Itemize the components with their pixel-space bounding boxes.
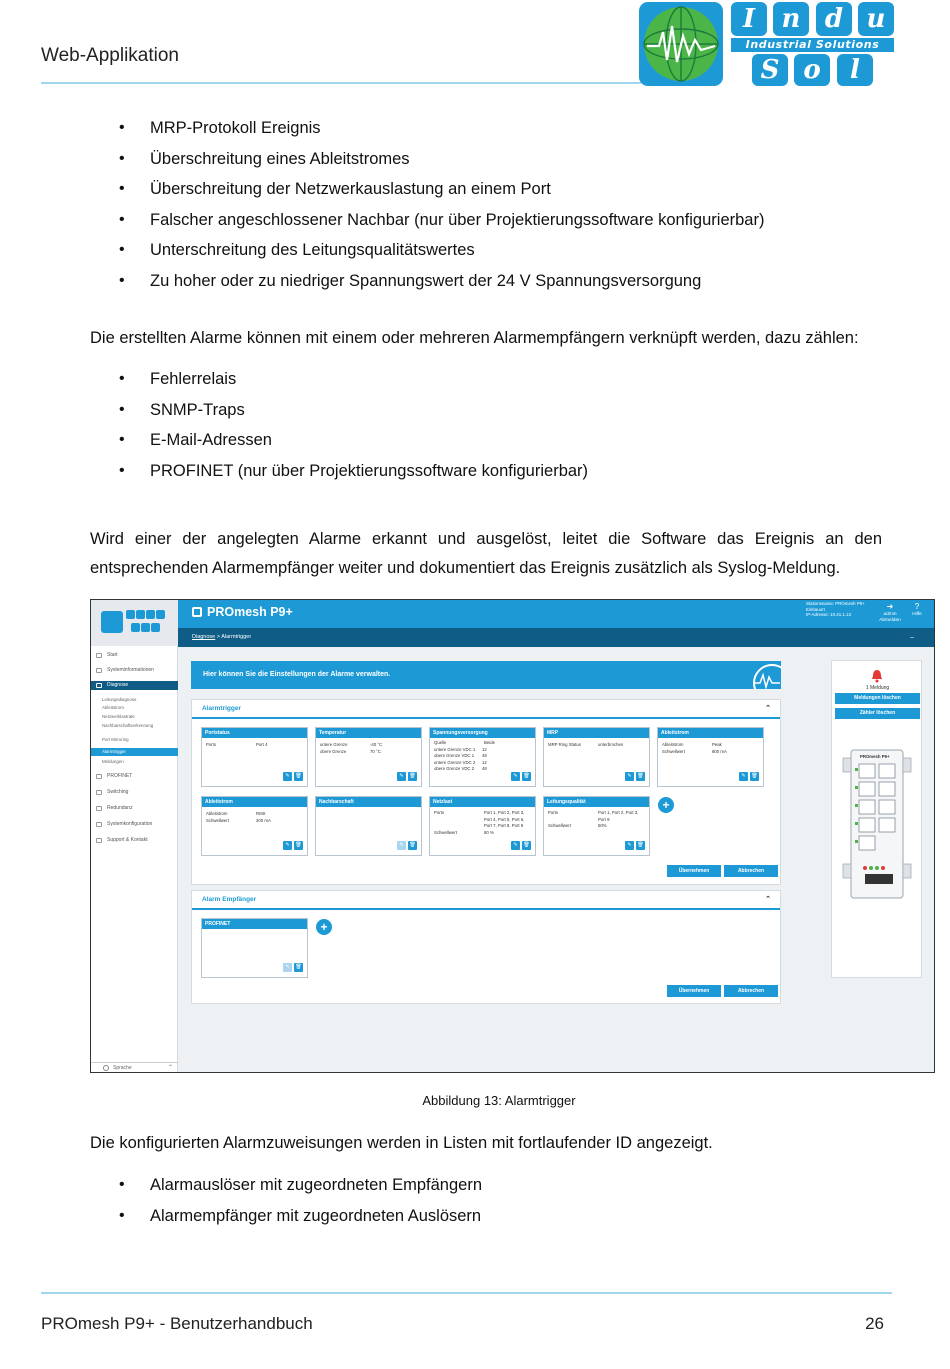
delete-button[interactable]: 🗑 — [295, 842, 302, 848]
edit-button[interactable]: ✎ — [625, 841, 634, 850]
trigger-card-ableitstrom-rms: Ableitstrom Ableitstrom RMS Schwellwert 200 mA ✎ 🗑 — [201, 796, 308, 856]
sidebar-item-alarmtrigger[interactable]: Alarmtrigger — [91, 748, 178, 756]
panel-header[interactable]: Alarmtrigger ⌃ — [192, 700, 780, 719]
assignment-list — [90, 1170, 482, 1231]
page-number: 26 — [865, 1314, 884, 1333]
alarmtrigger-screenshot — [90, 599, 935, 1073]
delete-button[interactable]: 🗑 — [295, 964, 302, 970]
info-icon — [96, 668, 102, 673]
globe-icon — [103, 1065, 109, 1071]
gear-icon — [96, 822, 102, 827]
list-item: • Fehlerrelais — [90, 364, 588, 395]
list-item: • Zu hoher oder zu niedriger Spannungswert der 24 V Spannungsversorgung — [90, 266, 764, 297]
list-item: • Überschreitung eines Ableitstromes — [90, 144, 764, 175]
trigger-card-netzlast: Netzlast Ports Port 1, Port 2, Port 3, Port 4, Port 5, Port 6, Port 7, Port 8, Port 9 Schwellwert 80 % ✎ 🗑 — [429, 796, 536, 856]
alarm-trigger-list — [90, 113, 764, 296]
footer-manual-title: PROmesh P9+ - Benutzerhandbuch — [41, 1314, 313, 1333]
delete-button[interactable]: 🗑 — [409, 773, 416, 779]
reset-counters-button[interactable]: Zähler löschen — [835, 708, 920, 719]
delete-button[interactable]: 🗑 — [523, 842, 530, 848]
logout-button[interactable]: ➜ admin Abmelden — [879, 602, 901, 623]
list-item: • PROFINET (nur über Projektierungssoftware konfigurierbar) — [90, 456, 588, 487]
list-item: • Alarmauslöser mit zugeordneten Empfängern — [90, 1170, 482, 1201]
trigger-card-ableitstrom-peak: Ableitstrom Ableitstrom Peak Schwellwert 800 mA ✎ 🗑 — [657, 727, 764, 787]
receiver-card-profinet: PROFINET ✎ 🗑 — [201, 918, 308, 978]
apply-button[interactable]: Übernehmen — [667, 865, 721, 877]
chevron-up-icon[interactable]: ⌃ — [765, 896, 771, 903]
edit-button[interactable]: ✎ — [397, 772, 406, 781]
sidebar-item-systeminformationen[interactable]: Systeminformationen — [91, 666, 178, 675]
edit-button[interactable]: ✎ — [739, 772, 748, 781]
logo-tagline: Industrial Solutions — [731, 38, 894, 52]
app-logo — [91, 600, 178, 646]
add-receiver-button[interactable]: + — [316, 919, 332, 935]
logo-letter: o — [794, 54, 830, 86]
sidebar-item-start[interactable]: Start — [91, 651, 178, 660]
sidebar-item-switching[interactable]: Switching — [91, 788, 178, 797]
logo-wordmark — [731, 2, 894, 86]
breadcrumb-diagnose[interactable]: Diagnose — [192, 634, 216, 640]
cancel-button[interactable]: Abbrechen — [724, 865, 778, 877]
delete-button[interactable]: 🗑 — [751, 773, 758, 779]
chevron-up-icon[interactable]: ⌃ — [765, 705, 771, 712]
app-logo-wordmark — [126, 610, 166, 634]
chart-icon — [96, 683, 102, 688]
alarm-receiver-panel — [191, 890, 781, 1004]
delete-button[interactable]: 🗑 — [637, 842, 644, 848]
list-item: • MRP-Protokoll Ereignis — [90, 113, 764, 144]
help-icon: ? — [914, 602, 920, 611]
sidebar-item-support[interactable]: Support & Kontakt — [91, 836, 178, 845]
trigger-card-mrp: MRP MRP Ring Status unterbrochen ✎ 🗑 — [543, 727, 650, 787]
sidebar-item-nachbarschaftserkennung[interactable]: Nachbarschaftserkennung — [102, 723, 154, 728]
app-content — [178, 647, 935, 1062]
sidebar-item-leitungsdiagnose[interactable]: Leitungsdiagnose — [102, 697, 137, 702]
switch-icon — [96, 790, 102, 795]
trigger-card-leitungsqualitaet: Leitungsqualität Ports Port 1, Port 2, Port 3, Port 9 Schwellwert 50% ✎ 🗑 — [543, 796, 650, 856]
device-label: PROmesh P9+ — [860, 754, 890, 759]
notification-count: 1 Meldung — [865, 685, 890, 691]
figure-caption: Abbildung 13: Alarmtrigger — [422, 1093, 576, 1108]
language-selector[interactable]: Sprache ⌃ — [91, 1062, 178, 1072]
minimize-icon[interactable]: − — [909, 635, 914, 642]
logo-letter: S — [752, 54, 788, 86]
sidebar-item-redundanz[interactable]: Redundanz — [91, 804, 178, 813]
logo-letter: l — [837, 54, 873, 86]
sidebar-item-meldungen[interactable]: Meldungen — [102, 759, 124, 764]
alarmtrigger-panel — [191, 699, 781, 885]
edit-button[interactable]: ✎ — [511, 841, 520, 850]
page-header-title: Web-Applikation — [41, 45, 180, 66]
delete-button[interactable]: 🗑 — [523, 773, 530, 779]
cube-icon — [192, 607, 202, 617]
sidebar-item-ableitstrom[interactable]: Ableitstrom — [102, 705, 124, 710]
add-trigger-button[interactable]: + — [658, 797, 674, 813]
paragraph-lists: Die konfigurierten Alarmzuweisungen werden in Listen mit fortlaufender ID angezeigt. — [90, 1134, 713, 1152]
indusol-logo — [639, 2, 894, 86]
breadcrumb: Diagnose > Alarmtrigger − — [178, 628, 935, 647]
delete-button[interactable]: 🗑 — [295, 773, 302, 779]
logo-letter: n — [773, 2, 809, 36]
app-brand: PROmesh P9+ — [192, 605, 293, 619]
apply-button[interactable]: Übernehmen — [667, 985, 721, 997]
support-icon — [96, 838, 102, 843]
logo-letter: d — [816, 2, 852, 36]
bell-icon — [870, 669, 884, 683]
paragraph-trigger: Wird einer der angelegten Alarme erkannt und ausgelöst, leitet die Software das Ereignis an den entsprechenden Alarmempfänger weiter und dokumentiert das Ereignis zusätzlich als Syslog-Meldung. — [90, 530, 882, 577]
delete-button[interactable]: 🗑 — [637, 773, 644, 779]
edit-button[interactable]: ✎ — [625, 772, 634, 781]
edit-button[interactable]: ✎ — [283, 841, 292, 850]
station-info: Stationsname: PROmesh P9+ Einbauort IP-Adresse: 10.41.1.13 — [806, 601, 865, 618]
list-item: • E-Mail-Adressen — [90, 425, 588, 456]
sidebar-item-systemkonfiguration[interactable]: Systemkonfiguration — [91, 820, 178, 829]
trigger-card-temperatur: Temperatur untere Grenze -40 °C obere Grenze 70 °C ✎ 🗑 — [315, 727, 422, 787]
globe-logo-icon — [639, 2, 723, 86]
edit-button[interactable]: ✎ — [283, 772, 292, 781]
sidebar-item-profinet[interactable]: PROFINET — [91, 772, 178, 781]
edit-button[interactable]: ✎ — [397, 841, 406, 850]
list-item: • Unterschreitung des Leitungsqualitätswertes — [90, 235, 764, 266]
logo-letter: u — [858, 2, 894, 36]
logo-letter: I — [731, 2, 767, 36]
notification-panel — [831, 660, 922, 978]
sidebar-item-port-mirroring[interactable]: Port Mirroring — [102, 737, 129, 742]
edit-button[interactable]: ✎ — [283, 963, 292, 972]
panel-header[interactable]: Alarm Empfänger ⌃ — [192, 891, 780, 910]
breadcrumb-current: Alarmtrigger — [221, 634, 252, 640]
device-image — [841, 748, 913, 900]
globe-logo-icon — [101, 611, 123, 633]
sidebar-item-diagnose[interactable]: Diagnose — [91, 681, 178, 690]
redundancy-icon — [96, 806, 102, 811]
trigger-card-nachbarschaft: Nachbarschaft ✎ 🗑 — [315, 796, 422, 856]
list-item: • Alarmempfänger mit zugeordneten Auslösern — [90, 1201, 482, 1232]
list-item: • Überschreitung der Netzwerkauslastung an einem Port — [90, 174, 764, 205]
info-banner: Hier können Sie die Einstellungen der Alarme verwalten. — [191, 661, 781, 689]
wave-icon — [750, 661, 782, 689]
delete-button[interactable]: 🗑 — [409, 842, 416, 848]
app-sidebar — [91, 600, 178, 1072]
chevron-up-icon: ⌃ — [168, 1065, 174, 1071]
footer-rule — [41, 1292, 892, 1294]
trigger-card-portstatus: Portstatus Ports Port 4 ✎ 🗑 — [201, 727, 308, 787]
help-button[interactable]: ? Hilfe — [905, 602, 929, 618]
network-icon — [96, 774, 102, 779]
list-item: • SNMP-Traps — [90, 395, 588, 426]
home-icon — [96, 653, 102, 658]
list-item: • Falscher angeschlossener Nachbar (nur über Projektierungssoftware konfigurierbar) — [90, 205, 764, 236]
alarm-receiver-list — [90, 364, 588, 486]
delete-messages-button[interactable]: Meldungen löschen — [835, 693, 920, 704]
header-rule — [41, 82, 641, 84]
sidebar-item-netzwerklastrate[interactable]: Netzwerklastrate — [102, 714, 135, 719]
logout-icon: ➜ — [886, 602, 894, 611]
cancel-button[interactable]: Abbrechen — [724, 985, 778, 997]
edit-button[interactable]: ✎ — [511, 772, 520, 781]
app-topbar — [178, 600, 935, 628]
paragraph-receivers: Die erstellten Alarme können mit einem oder mehreren Alarmempfängern verknüpft werden, dazu zählen: — [90, 329, 859, 347]
trigger-card-spannungsversorgung: Spannungsversorgung Quelle Beide untere Grenze VDC 1 12 obere Grenze VDC 1 48 untere Grenze VDC 2 12 obere Grenze VDC 2 48 ✎ 🗑 — [429, 727, 536, 787]
